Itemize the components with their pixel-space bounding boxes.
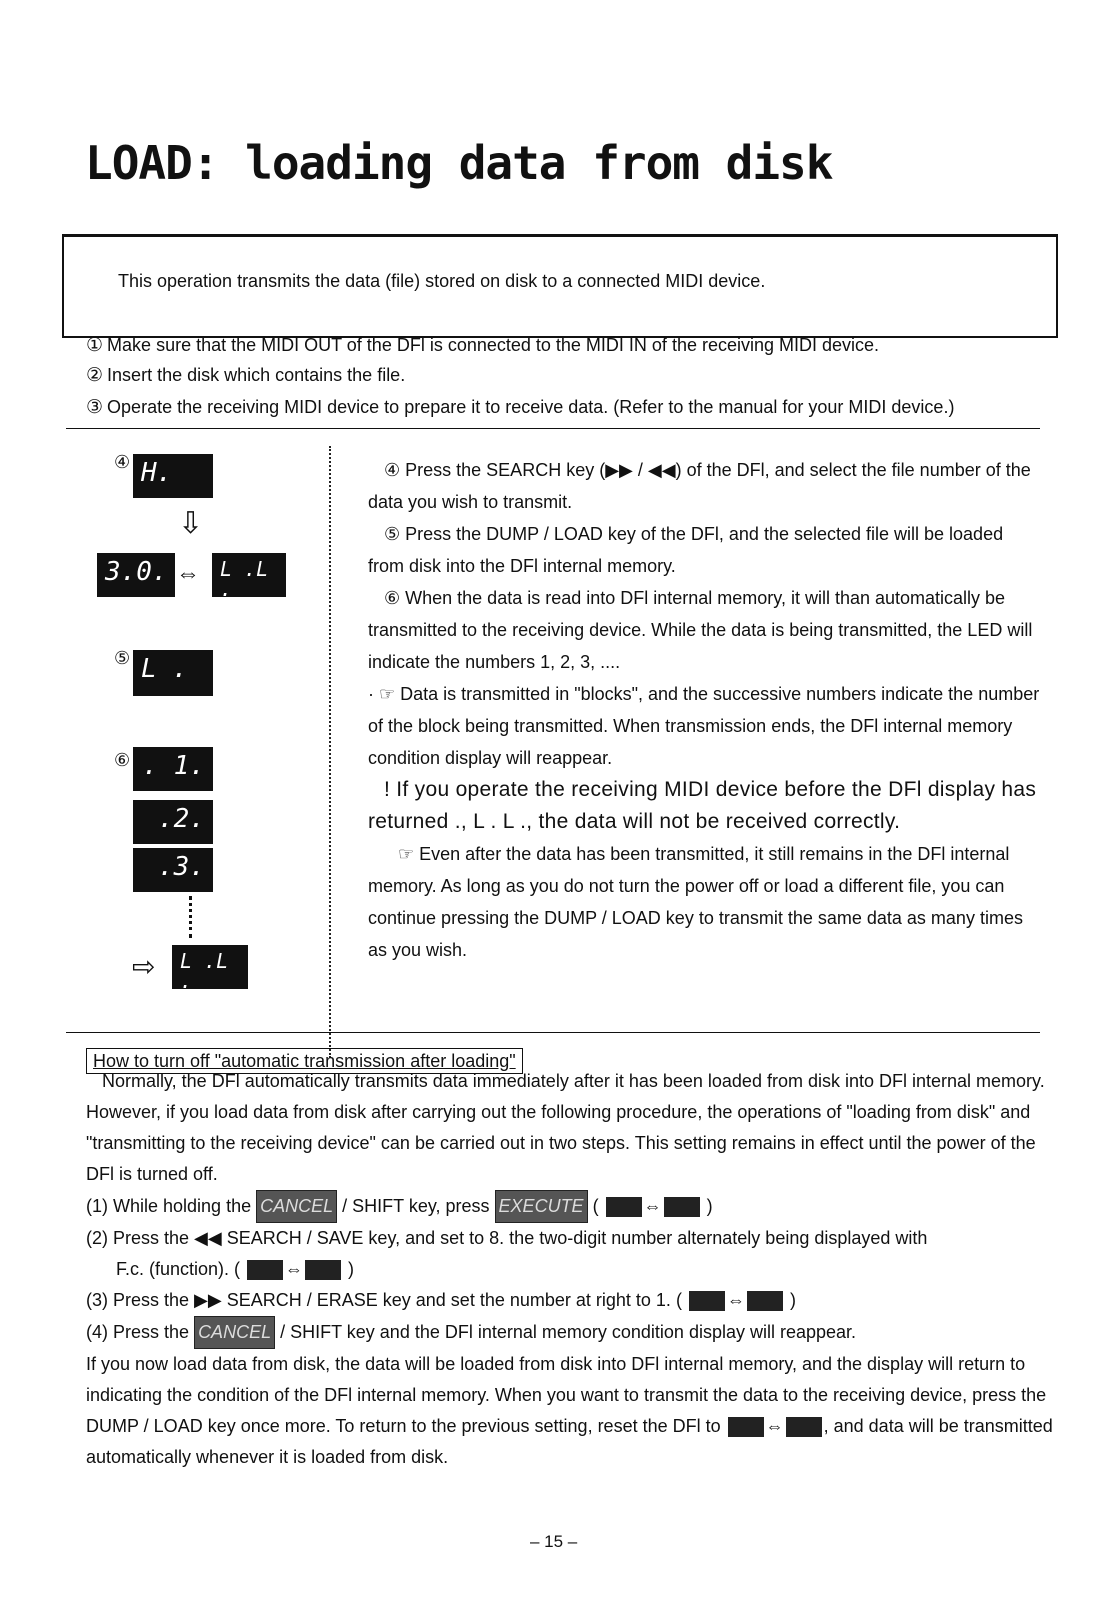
led-display-end: L .L .: [172, 945, 248, 989]
page-number: – 15 –: [530, 1532, 578, 1551]
section-body: [86, 1066, 1054, 1473]
right-column: [368, 454, 1044, 966]
procedure-step-3-text: (3) Press the ▶▶ SEARCH / ERASE key and set the number at right to 1.: [86, 1290, 671, 1310]
execute-key: EXECUTE: [495, 1190, 588, 1223]
step-4-paragraph: ④ Press the SEARCH key (▶▶ / ◀◀) of the DFl, and select the file number of the data you wish to transmit.: [368, 460, 1031, 512]
continuation-dots: [189, 896, 192, 938]
step-1-number: ①: [86, 335, 104, 356]
intro-text: This operation transmits the data (file) stored on disk to a connected MIDI device.: [118, 271, 766, 291]
section-paragraph-2: If you now load data from disk, the data will be loaded from disk into DFl internal memory, and the display will return to indicating the condition of the DFl internal memory. When you want to transmit the data to the receiving device, press the DUMP / LOAD key once more. To return to the previous setting, reset the DFl to ⇔ , and data will be transmitted automatically whenever it is loaded from disk.: [86, 1354, 1053, 1467]
mini-display-icon: [664, 1197, 700, 1217]
swap-icon: ⇔: [176, 560, 200, 587]
display-label-5: ⑤: [114, 648, 131, 668]
cancel-key: CANCEL: [256, 1190, 337, 1223]
step-2-text: Insert the disk which contains the file.: [107, 365, 406, 385]
arrow-down-icon: ⇩: [178, 507, 204, 540]
divider-middle: [66, 1032, 1040, 1033]
caution-warning: ! If you operate the receiving MIDI device before the DFl display has returned ., L . L ., the data will not be received correctly.: [368, 778, 1037, 833]
step-1-text: Make sure that the MIDI OUT of the DFl is connected to the MIDI IN of the receiving MIDI device.: [107, 335, 880, 355]
column-divider: [329, 446, 331, 1058]
procedure-step-1: (1) While holding the CANCEL / SHIFT key, press EXECUTE ( ⇔ ): [86, 1190, 1054, 1223]
mini-display-icon: [606, 1197, 642, 1217]
right-arrow-icon: ⇨: [132, 951, 156, 982]
procedure-step-3: (3) Press the ▶▶ SEARCH / ERASE key and set the number at right to 1. ( ⇔ ): [86, 1290, 796, 1310]
procedure-step-4-text-b: / SHIFT key and the DFl internal memory condition display will reappear.: [280, 1322, 857, 1342]
led-display-5: L .: [133, 650, 213, 696]
mini-display-icon: [747, 1291, 783, 1311]
display-label-4: ④: [114, 452, 131, 472]
section-paragraph-2-text: If you now load data from disk, the data will be loaded from disk into DFl internal memory, and the display will return to indicating the condition of the DFl internal memory. When you want to transmit the data to the receiving device, press the DUMP / LOAD key once more. To return to the previous setting, reset the DFl to: [86, 1354, 1047, 1436]
led-display-4: H.: [133, 454, 213, 498]
led-display-4a: 3.0.: [97, 553, 175, 597]
step-3-text: Operate the receiving MIDI device to prepare it to receive data. (Refer to the manual for your MIDI device.): [107, 397, 955, 417]
procedure-step-4-text-a: (4) Press the: [86, 1322, 190, 1342]
step-3: [86, 396, 954, 419]
display-label-6: ⑥: [114, 750, 131, 770]
mini-display-icon: [728, 1417, 764, 1437]
section-heading: How to turn off "automatic transmission after loading": [86, 1048, 523, 1074]
procedure-step-1-text-b: / SHIFT key, press: [342, 1196, 490, 1216]
step-1: [86, 334, 879, 357]
step-5-paragraph: ⑤ Press the DUMP / LOAD key of the DFl, and the selected file will be loaded from disk into the DFl internal memory.: [368, 524, 1004, 576]
cancel-key-2: CANCEL: [194, 1316, 275, 1349]
procedure-step-2-function: F.c. (function).: [116, 1259, 230, 1279]
step-2-number: ②: [86, 365, 104, 386]
mini-display-icon: [786, 1417, 822, 1437]
mini-display-icon: [247, 1260, 283, 1280]
mini-display-icon: [305, 1260, 341, 1280]
procedure-step-2-cont: F.c. (function). ( ⇔ ): [116, 1259, 355, 1279]
section-paragraph-2-end: , and data will be transmitted automatically whenever it is loaded from disk.: [86, 1416, 1053, 1467]
led-display-6a: . 1.: [133, 747, 213, 791]
mini-display-icon: [689, 1291, 725, 1311]
section-paragraph-1: Normally, the DFl automatically transmits data immediately after it has been loaded from disk into DFl internal memory. However, if you load data from disk after carrying out the following procedure, the operations of "loading from disk" and "transmitting to the receiving device" can be carried out in two steps. This setting remains in effect until the power of the DFl is turned off.: [86, 1071, 1045, 1184]
step-2: [86, 364, 405, 387]
note-blocks: · ☞ Data is transmitted in "blocks", and the successive numbers indicate the number of the block being transmitted. When transmission ends, the DFl internal memory condition display will reappear.: [368, 684, 1040, 768]
procedure-step-2: (2) Press the ◀◀ SEARCH / SAVE key, and set to 8. the two-digit number alternately being displayed with: [86, 1228, 928, 1248]
note-memory: ☞ Even after the data has been transmitted, it still remains in the DFl internal memory. As long as you do not turn the power off or load a different file, you can continue pressing the DUMP / LOAD key to transmit the same data as many times as you wish.: [368, 844, 1023, 960]
step-3-number: ③: [86, 397, 104, 418]
led-display-6b: .2.: [133, 800, 213, 844]
divider-top: [66, 428, 1040, 429]
step-6-paragraph: ⑥ When the data is read into DFl internal memory, it will than automatically be transmitted to the receiving device. While the data is being transmitted, the LED will indicate the numbers 1, 2, 3, ....: [368, 588, 1033, 672]
page-title: LOAD: loading data from disk: [85, 136, 833, 190]
led-display-6c: .3.: [133, 848, 213, 892]
led-display-4b: L .L .: [212, 553, 286, 597]
procedure-step-1-text-a: (1) While holding the: [86, 1196, 252, 1216]
procedure-step-4: [86, 1316, 1054, 1349]
